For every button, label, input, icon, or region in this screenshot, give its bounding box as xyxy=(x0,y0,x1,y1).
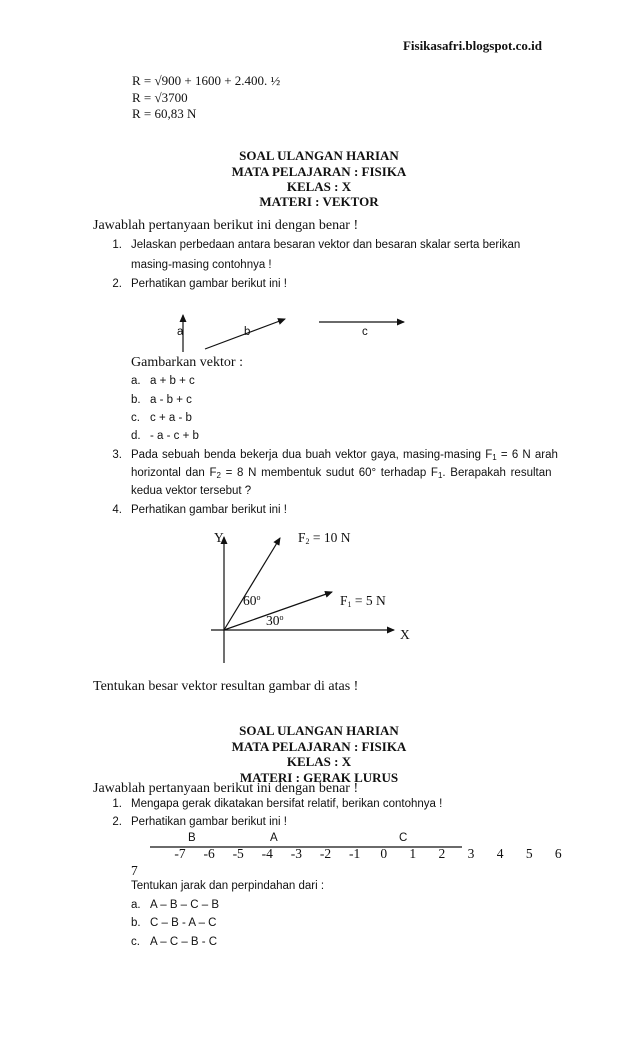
s1-q2-text: Perhatikan gambar berikut ini ! xyxy=(131,278,287,290)
diagram-f1-label: $F_1 = 5$ N xyxy=(340,593,386,609)
s2-option-c-text: A – C – B - C xyxy=(150,936,218,948)
site-header: Fisikasafri.blogspot.co.id xyxy=(402,38,542,53)
point-b-label: B xyxy=(188,832,196,844)
s2-option-b-text: C – B - A – C xyxy=(150,917,217,929)
s1-instruction: Jawablah pertanyaan berikut ini dengan benar ! xyxy=(93,218,359,233)
s2-heading-2: MATA PELAJARAN : FISIKA xyxy=(231,739,407,754)
s1-q1-line-1: Jelaskan perbedaan antara besaran vektor dan besaran skalar serta berikan xyxy=(131,239,521,251)
number-line-label: 0 xyxy=(380,846,388,861)
s1-option-b-text: a - b + c xyxy=(150,394,192,406)
calc-line-2: R = √3700 xyxy=(132,90,188,105)
s1-option-d-text: - a - c + b xyxy=(150,430,199,442)
s1-draw-label: Gambarkan vektor : xyxy=(131,355,243,370)
s1-q1-line-2: masing-masing contohnya ! xyxy=(131,259,272,271)
number-line-label: -5 xyxy=(232,846,244,861)
s1-heading-2: MATA PELAJARAN : FISIKA xyxy=(231,164,407,179)
vector-c-label: c xyxy=(362,326,368,338)
vector-a-label: a xyxy=(177,326,184,338)
s2-q1-number: 1. xyxy=(112,798,122,810)
number-line-label: -6 xyxy=(203,846,215,861)
number-line-label: -3 xyxy=(290,846,303,861)
s1-heading-3: KELAS : X xyxy=(286,179,352,194)
s2-option-a-text: A – B – C – B xyxy=(150,899,220,911)
s2-option-c-letter: c. xyxy=(131,936,140,948)
s1-q3-line-1: Pada sebuah benda bekerja dua buah vektor gaya, masing-masing $F_1 = 6$ N arah xyxy=(131,449,558,462)
s1-closing: Tentukan besar vektor resultan gambar di atas ! xyxy=(93,679,359,694)
number-line-label: 1 xyxy=(409,846,417,861)
point-a-label: A xyxy=(270,832,278,844)
s2-q1-text: Mengapa gerak dikatakan bersifat relatif, berikan contohnya ! xyxy=(131,798,443,810)
s1-option-c-text: c + a - b xyxy=(150,412,192,424)
diagram-f2-label: $F_2 = 10$ N xyxy=(298,530,351,546)
s1-option-a-letter: a. xyxy=(131,375,141,387)
number-line-label: 3 xyxy=(467,846,475,861)
number-line-label: -1 xyxy=(348,846,361,861)
s1-option-a-text: a + b + c xyxy=(150,375,195,387)
number-line-label: 6 xyxy=(554,846,562,861)
s1-option-b-letter: b. xyxy=(131,394,141,406)
s1-q4-number: 4. xyxy=(112,504,122,516)
s1-q3-line-3: kedua vektor tersebut ? xyxy=(131,485,252,497)
s2-q2-number: 2. xyxy=(112,816,122,828)
number-line-label: -2 xyxy=(319,846,332,861)
diagram-x-label: X xyxy=(400,627,410,642)
calc-line-3: R = 60,83 N xyxy=(132,106,197,121)
s1-q2-number: 2. xyxy=(112,278,122,290)
s2-heading-4: MATERI : GERAK LURUS xyxy=(239,770,399,785)
s1-option-c-letter: c. xyxy=(131,412,140,424)
number-line-label: 2 xyxy=(438,846,446,861)
number-line-wrap: 7 xyxy=(131,863,138,878)
vector-b-label: b xyxy=(244,326,251,338)
s2-heading-3: KELAS : X xyxy=(286,754,352,769)
s1-q1-number: 1. xyxy=(112,239,122,251)
diagram-y-label: Y xyxy=(214,530,224,545)
number-line-label: 5 xyxy=(525,846,533,861)
s2-heading-1: SOAL ULANGAN HARIAN xyxy=(239,723,399,738)
s2-task: Tentukan jarak dan perpindahan dari : xyxy=(131,880,325,892)
s1-q3-number: 3. xyxy=(112,449,122,461)
s1-heading-1: SOAL ULANGAN HARIAN xyxy=(239,148,399,163)
s1-q4-text: Perhatikan gambar berikut ini ! xyxy=(131,504,287,516)
s1-option-d-letter: d. xyxy=(131,430,141,442)
number-line-label: -7 xyxy=(174,846,186,861)
s1-heading-4: MATERI : VEKTOR xyxy=(259,194,379,209)
s2-option-a-letter: a. xyxy=(131,899,141,911)
point-c-label: C xyxy=(399,832,408,844)
number-line-label: -4 xyxy=(261,846,273,861)
calc-line-1: R = √900 + 1600 + 2.400. ½ xyxy=(132,73,281,88)
s2-option-b-letter: b. xyxy=(131,917,141,929)
s2-q2-text: Perhatikan gambar berikut ini ! xyxy=(131,816,287,828)
number-line-label: 4 xyxy=(496,846,504,861)
diagram-angle-30: 30$^o$ xyxy=(266,613,284,628)
diagram-angle-60: 60$^o$ xyxy=(243,593,261,608)
s2-instruction: Jawablah pertanyaan berikut ini dengan benar ! xyxy=(93,781,359,796)
s1-q3-line-2: horizontal dan $F_2 = 8$ N membentuk sudut 60° terhadap $F_1$. Berapakah resultan xyxy=(131,467,552,480)
